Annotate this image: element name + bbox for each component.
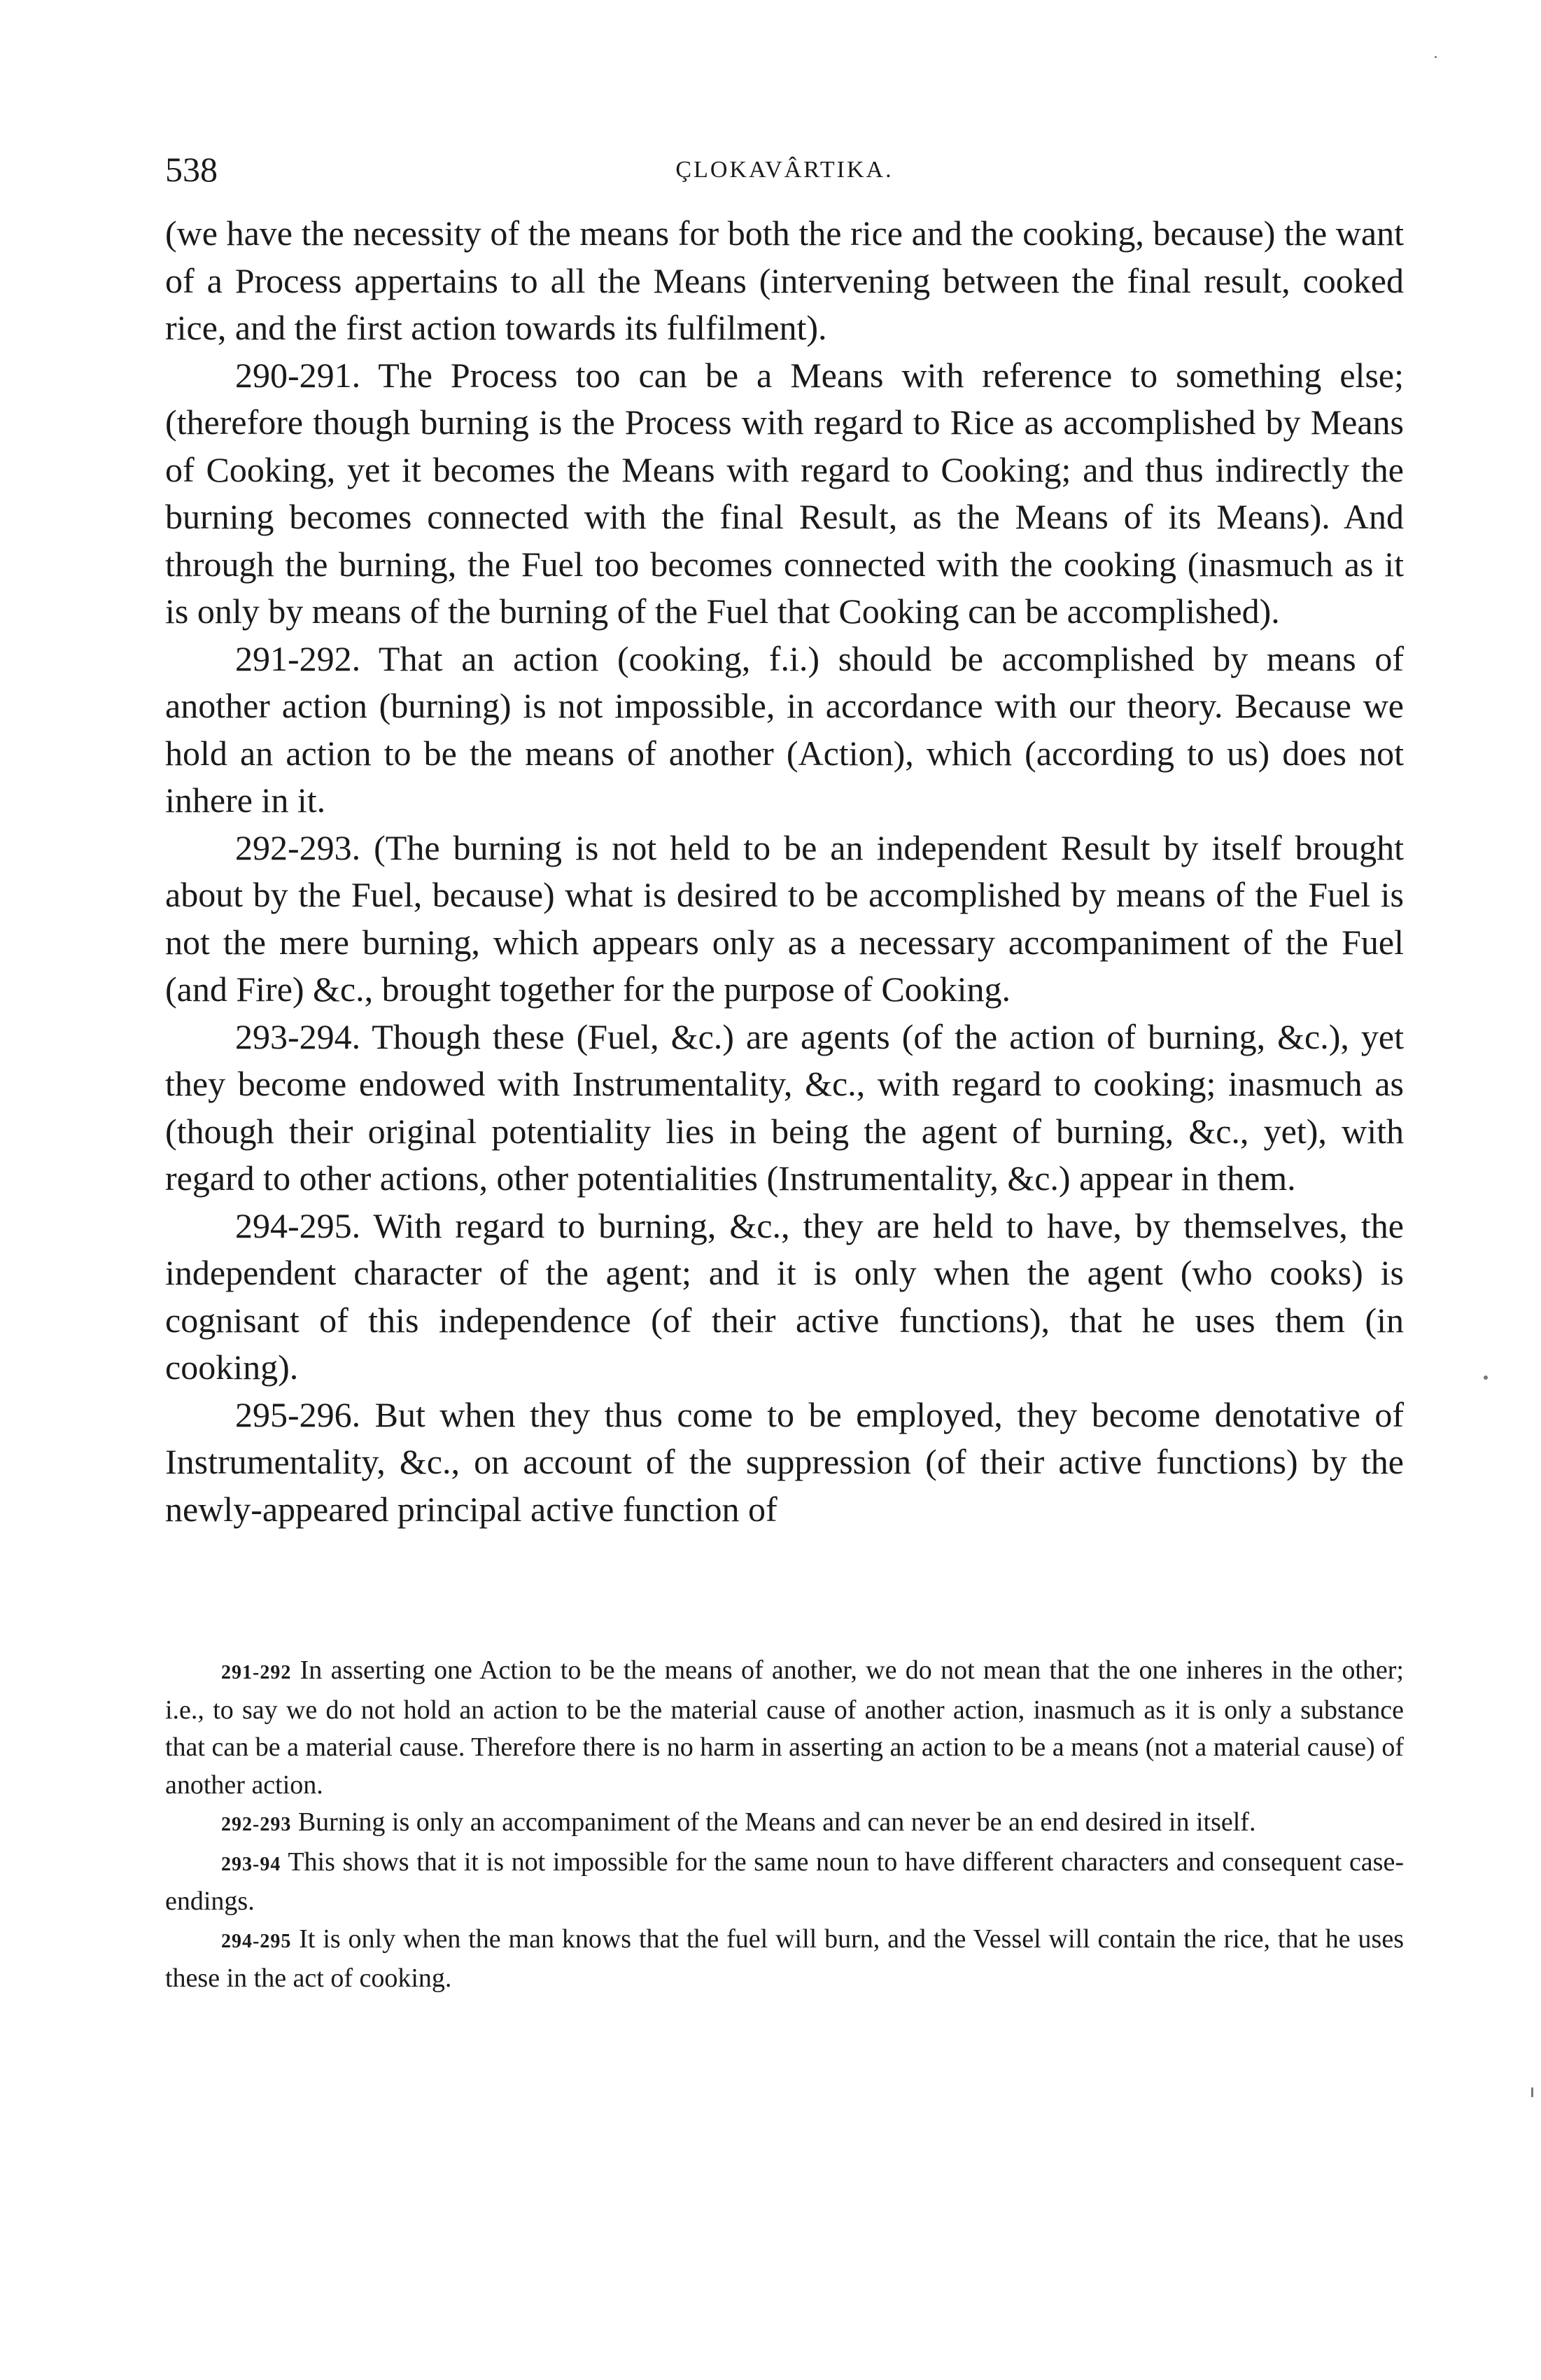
footnote-294-295 — [165, 1921, 1404, 1998]
main-text — [165, 210, 1404, 1533]
footnote-293-294 — [165, 1844, 1404, 1921]
paragraph-291-292: 291-292. That an action (cooking, f.i.) should be accomplished by means of another action (burning) is not impossible, in accordance with our theory. Because we hold an action to be the means of another (Action), which (according to us) does not inhere in it. — [165, 638, 1404, 820]
paragraph-continued: (we have the necessity of the means for both the rice and the cooking, because) the want of a Process appertains to all the Means (intervening between the final result, cooked rice, and the first action towards its fulfilment). — [165, 214, 1404, 347]
paragraph-294-295: 294-295. With regard to burning, &c., they are held to have, by themselves, the independent character of the agent; and it is only when the agent (who cooks) is cognisant of this independence (of their active functions), that he uses them (in cooking). — [165, 1205, 1404, 1387]
footnote-text: In asserting one Action to be the means of another, we do not mean that the one inheres in the other; i.e., to say we do not hold an action to be the material cause of another action, inasmuch as it is only a substance that can be a material cause. Therefore there is no harm in asserting an action to be a means (not a material cause) of another action. — [165, 1656, 1404, 1800]
footnote-number: 291-292 — [221, 1662, 292, 1684]
footnotes — [165, 1652, 1404, 1998]
footnote-text: Burning is only an accompaniment of the Means and can never be an end desired in itself. — [297, 1807, 1256, 1837]
footnote-number: 294-295 — [221, 1930, 292, 1952]
paragraph-293-294: 293-294. Though these (Fuel, &c.) are agents (of the action of burning, &c.), yet they become endowed with Instrumentality, &c., with regard to cooking; inasmuch as (though their original potentiality lies in being the agent of burning, &c., yet), with regard to other actions, other potentialities (Instrumentality, &c.) appear in them. — [165, 1016, 1404, 1198]
footnote-292-293 — [165, 1804, 1404, 1844]
running-title: ÇLOKAVÂRTIKA. — [675, 157, 894, 183]
scan-speck — [1531, 2087, 1533, 2097]
footnote-text: This shows that it is not impossible for the same noun to have different characters and consequent case-endings. — [165, 1847, 1404, 1916]
footnote-291-292 — [165, 1652, 1404, 1804]
footnote-number: 293-94 — [221, 1853, 281, 1875]
paragraph-295-296: 295-296. But when they thus come to be employed, they become denotative of Instrumentality, &c., on account of the suppression (of their active functions) by the newly-appeared principal active function of — [165, 1394, 1404, 1529]
page-number: 538 — [165, 150, 218, 189]
footnote-text: It is only when the man knows that the fuel will burn, and the Vessel will contain the rice, that he uses these in the act of cooking. — [165, 1924, 1404, 1993]
scan-speck — [1435, 56, 1437, 58]
scan-speck — [1484, 1376, 1488, 1380]
page-header — [165, 148, 1404, 190]
paragraph-292-293: 292-293. (The burning is not held to be an independent Result by itself brought about by the Fuel, because) what is desired to be accomplished by means of the Fuel is not the mere burning, which appears only as a necessary accompaniment of the Fuel (and Fire) &c., brought together for the purpose of Cooking. — [165, 827, 1404, 1009]
footnote-number: 292-293 — [221, 1814, 292, 1835]
paragraph-290-291: 290-291. The Process too can be a Means with reference to something else; (therefore though burning is the Process with regard to Rice as accomplished by Means of Cooking, yet it becomes the Means with regard to Cooking; and thus indirectly the burning becomes connected with the final Result, as the Means of its Means). And through the burning, the Fuel too becomes connected with the cooking (inasmuch as it is only by means of the burning of the Fuel that Cooking can be accomplished). — [165, 355, 1404, 631]
